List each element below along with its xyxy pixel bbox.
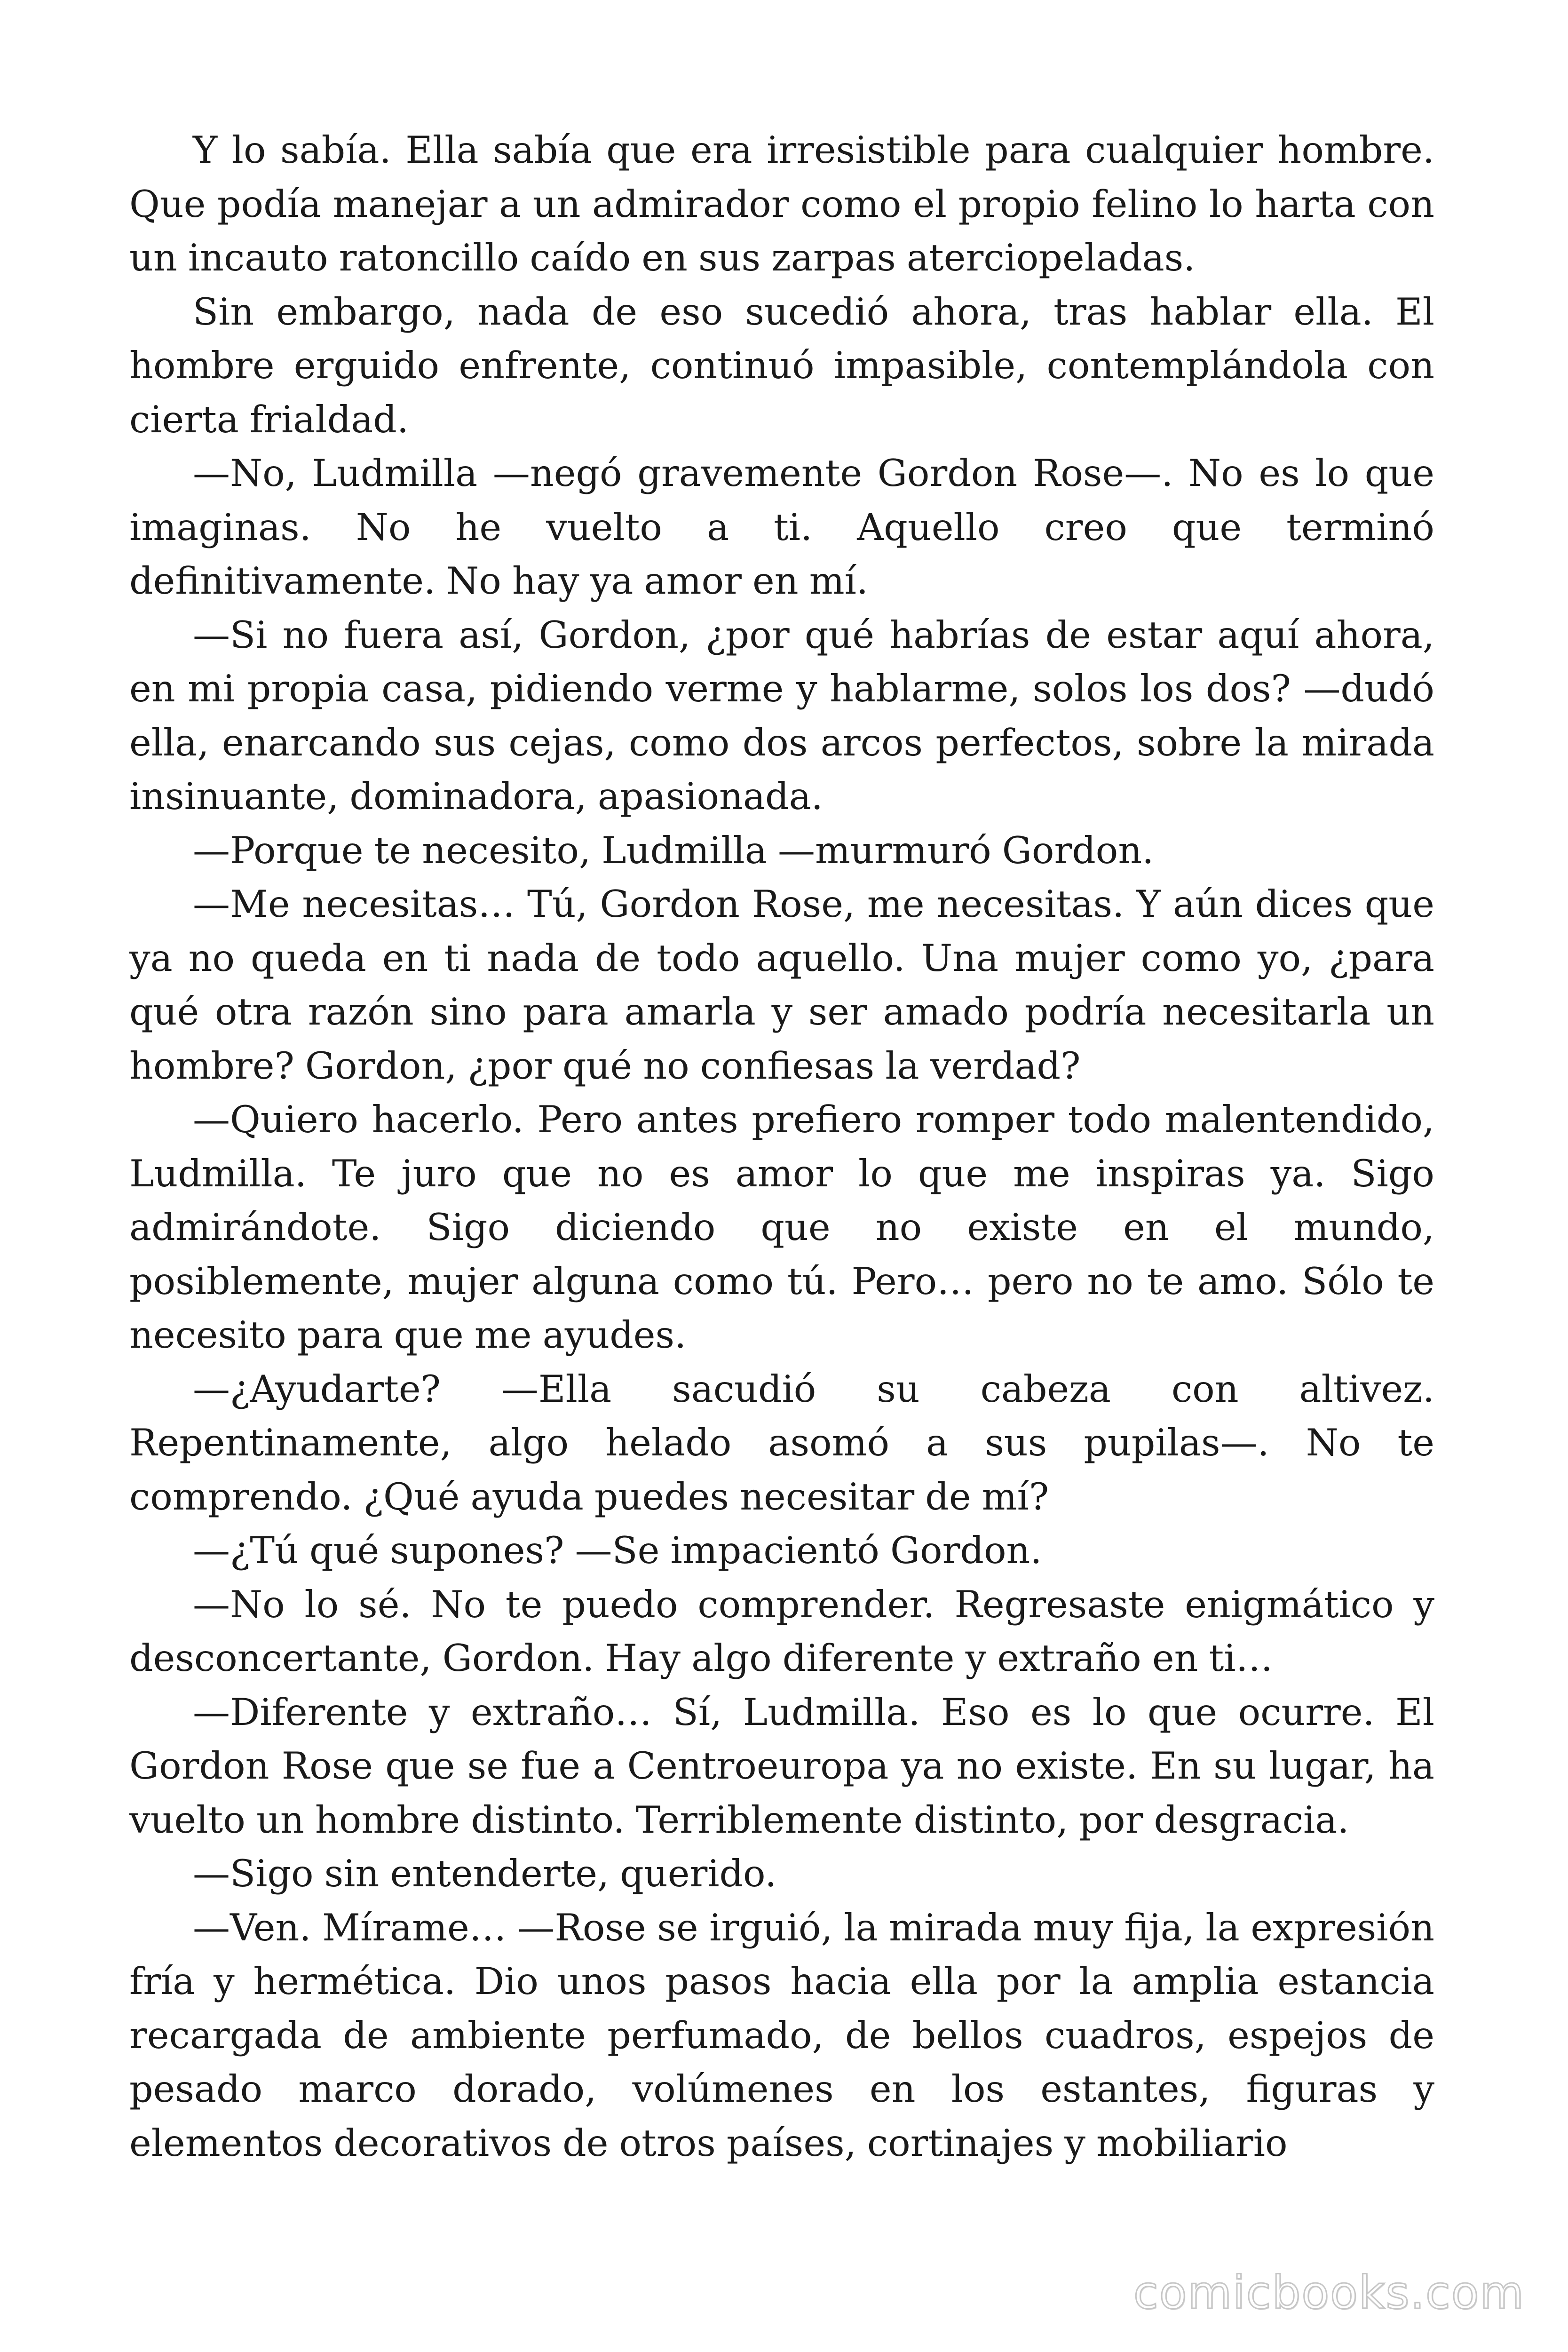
paragraph: —Me necesitas… Tú, Gordon Rose, me necesitas. Y aún dices que ya no queda en ti nada de todo aquello. Una mujer como yo, ¿para qué otra razón sino para amarla y ser amado podría necesitarla un hombre? Gordon, ¿por qué no confiesas la verdad? xyxy=(129,882,1434,1088)
paragraph: —Ven. Mírame… —Rose se irguió, la mirada muy fija, la expresión fría y hermética. Dio unos pasos hacia ella por la amplia estancia recargada de ambiente perfumado, de bellos cuadros, espejos de pesado marco dorado, volúmenes en los estantes, figuras y elementos decorativos de otros países, cortinajes y mobiliario xyxy=(129,1906,1434,2165)
paragraph: —No, Ludmilla —negó gravemente Gordon Rose—. No es lo que imaginas. No he vuelto a ti. Aquello creo que terminó definitivamente. No hay ya amor en mí. xyxy=(129,452,1434,603)
paragraph: —¿Ayudarte? —Ella sacudió su cabeza con altivez. Repentinamente, algo helado asomó a sus pupilas—. No te comprendo. ¿Qué ayuda puedes necesitar de mí? xyxy=(129,1367,1434,1518)
paragraph: —Diferente y extraño… Sí, Ludmilla. Eso es lo que ocurre. El Gordon Rose que se fue a Centroeuropa ya no existe. En su lugar, ha vuelto un hombre distinto. Terriblemente distinto, por desgracia. xyxy=(129,1690,1434,1842)
page-text-body xyxy=(129,123,1434,2170)
paragraph: Y lo sabía. Ella sabía que era irresistible para cualquier hombre. Que podía manejar a un admirador como el propio felino lo harta con un incauto ratoncillo caído en sus zarpas aterciopeladas. xyxy=(129,128,1434,279)
watermark-logo: comicbooks.com xyxy=(1133,2266,1525,2319)
paragraph: —No lo sé. No te puedo comprender. Regresaste enigmático y desconcertante, Gordon. Hay algo diferente y extraño en ti… xyxy=(129,1582,1434,1680)
paragraph: —Quiero hacerlo. Pero antes prefiero romper todo malentendido, Ludmilla. Te juro que no es amor lo que me inspiras ya. Sigo admirándote. Sigo diciendo que no existe en el mundo, posiblemente, mujer alguna como tú. Pero… pero no te amo. Sólo te necesito para que me ayudes. xyxy=(129,1098,1434,1357)
paragraph: —Porque te necesito, Ludmilla —murmuró Gordon. xyxy=(193,828,1154,872)
paragraph: —Sigo sin entenderte, querido. xyxy=(193,1852,777,1895)
paragraph: Sin embargo, nada de eso sucedió ahora, tras hablar ella. El hombre erguido enfrente, continuó impasible, contemplándola con cierta frialdad. xyxy=(129,290,1434,441)
paragraph: —Si no fuera así, Gordon, ¿por qué habrías de estar aquí ahora, en mi propia casa, pidiendo verme y hablarme, solos los dos? —dudó ella, enarcando sus cejas, como dos arcos perfectos, sobre la mirada insinuante, dominadora, apasionada. xyxy=(129,613,1434,818)
paragraph: —¿Tú qué supones? —Se impacientó Gordon. xyxy=(193,1529,1042,1572)
